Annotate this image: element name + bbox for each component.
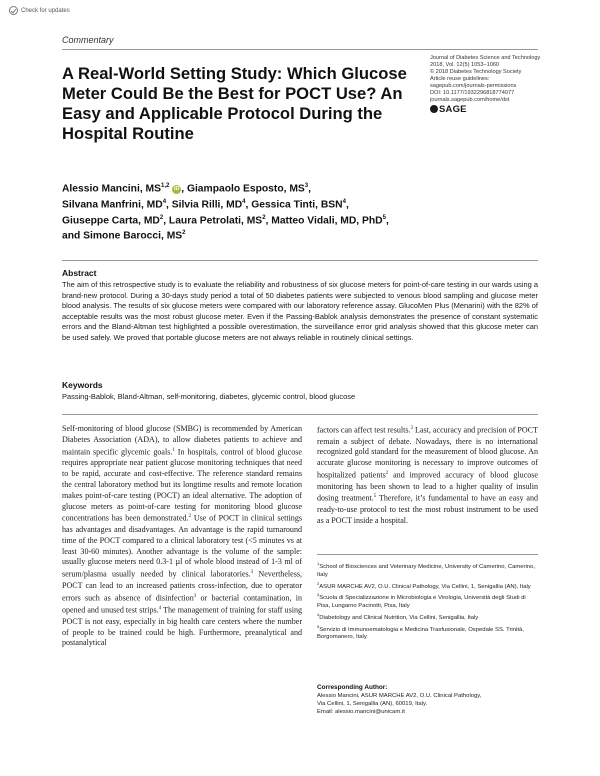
journal-info (430, 55, 550, 113)
reuse-guidelines-label: Article reuse guidelines: (430, 76, 490, 82)
check-updates-icon (9, 6, 18, 15)
affiliation-text: Scuola di Specializzazione in Microbiologia e Virologia, Università degli Studi di Pisa, Lungarno Pacinotti, Pisa, Italy (317, 595, 526, 610)
reference-marker[interactable]: 4 (158, 606, 162, 612)
reuse-guidelines-link[interactable]: sagepub.com/journals-permissions (430, 83, 517, 89)
reference-marker[interactable]: 2 (188, 514, 192, 520)
affiliation-text: ASUR MARCHE AV2, O.U. Clinical Pathology, Via Cellini, 1, Senigallia (AN), Italy (319, 583, 531, 590)
body-text: factors can affect test results. (317, 425, 411, 435)
author-name: , Silvia Rilli, MD (166, 199, 243, 211)
author-name: Alessio Mancini, MS (62, 183, 161, 195)
author-affiliation-ref: 2 (182, 230, 186, 237)
journal-home-link[interactable]: journals.sagepub.com/home/dst (430, 97, 510, 103)
corresponding-author-heading: Corresponding Author: (317, 684, 388, 691)
affiliation-marker: 5 (317, 623, 320, 629)
header-divider (62, 49, 538, 50)
author-affiliation-ref: 4 (242, 198, 246, 205)
article-title: A Real-World Setting Study: Which Glucose Meter Could Be the Best for POCT Use? An Easy and Applicable Protocol During the Hospital Routine (62, 64, 407, 143)
affiliation-item (317, 560, 538, 580)
body-text: The management of training for staff using POCT is not easy, especially in big health care centers where the number of people to be trained could be high. Furthermore, preanalytical and postanalytical (62, 605, 302, 648)
body-text: Therefore, it’s fundamental to have an easy and ready-to-use protocol to test the most robust instrument to be used as a POCT inside a hospital. (317, 494, 538, 525)
abstract-text: The aim of this retrospective study is to evaluate the reliability and robustness of six glucose meters for point-of-care testing in our wards using a brand-new protocol. During a 30-days study period a total of 50 diabetes patients were subjected to venous blood sampling and glucose meter blood analysis. The results of six glucose meters were compared with our laboratory reference assay. GlucoMen Plus (Menarini) with the 82% of acceptable results was the most robust glucose meter. Even if the Passing-Bablok analysis demonstrates the presence of constant systematic errors and the Bland-Altman test highlighted a possible overestimation, the surveillance error grid analysis showed that this glucose meter can be used safely. We proved that portable glucose meters are not always reliable in routinely clinical settings. (62, 280, 538, 342)
affiliation-marker: 2 (317, 580, 320, 586)
author-affiliation-ref: 2 (159, 214, 164, 221)
body-text: Use of POCT in clinical settings has advantages and disadvantages. An advantage is the rapid turnaround time of the POCT compared to a clinical laboratory test (<5 minutes vs at least 30-60 minutes). Another advantage is the volume of the sample: usually glucose meters need 0.3-1 µl of whole blood instead of 1-3 ml of serum/plasma usually needed by clinical laboratories. (62, 514, 302, 579)
orcid-icon[interactable]: iD (173, 186, 180, 193)
affiliation-text: School of Biosciences and Veterinary Medicine, University of Camerino, Camerino, Italy (317, 563, 535, 578)
affiliation-marker: 4 (317, 611, 320, 617)
reference-marker[interactable]: 1 (172, 447, 175, 453)
author-affiliation-ref: 4 (162, 198, 167, 205)
affiliation-text: Servizio di Immunoematologia e Medicina Trasfusionale, Ospedale SS. Trinità, Borgomanero, Italy (317, 626, 524, 641)
abstract-heading: Abstract (62, 268, 97, 278)
author-name: and Simone Barocci, MS (62, 230, 183, 242)
body-text: Self-monitoring of blood glucose (SMBG) is recommended by American Diabetes Association (ADA), to allow diabetes patients to achieve and maintain specific glycemic goals. (62, 424, 302, 457)
corresponding-author-details (317, 693, 538, 716)
author-name: , Giampaolo Esposto, MS (181, 183, 305, 195)
keywords-text: Passing-Bablok, Bland-Altman, self-monitoring, diabetes, glycemic control, blood glucose (62, 392, 356, 401)
journal-name: Journal of Diabetes Science and Technology (430, 55, 541, 61)
body-column-left (62, 424, 302, 649)
journal-volume: 2018, Vol. 12(5) 1053–1060 (430, 62, 500, 68)
author-name: , Matteo Vidali, MD, PhD (265, 215, 383, 227)
author-list (62, 180, 442, 243)
publisher-logo-text: SAGE (439, 103, 467, 115)
footnote-divider (317, 554, 538, 555)
affiliation-item (317, 611, 538, 623)
affiliations (317, 560, 538, 642)
abstract-divider (62, 260, 538, 261)
reference-marker[interactable]: 3 (410, 426, 414, 431)
affiliation-item (317, 623, 538, 643)
body-text: Last, accuracy and precision of POCT remain a subject of debate. Nowadays, there is no international recognized gold standard for the measurement of blood glucose. An accurate glucose monitoring is necessary to improve outcomes of hospitalized patients (317, 425, 538, 480)
sage-logo-icon (430, 105, 438, 113)
author-affiliation-ref: 5 (382, 214, 386, 221)
author-separator: , (385, 215, 389, 227)
author-name: , Gessica Tinti, BSN (245, 199, 343, 211)
badge-label: Check for updates (21, 7, 70, 14)
corresponding-author-email[interactable]: Email: alessio.mancini@unicam.it (317, 708, 405, 715)
affiliation-text: Diabetology and Clinical Nutrition, Via Cellini, Senigallia, Italy (319, 614, 479, 621)
keywords-heading: Keywords (62, 380, 103, 390)
affiliation-item (317, 580, 538, 592)
author-name: Giuseppe Carta, MD (62, 215, 160, 227)
section-label: Commentary (62, 35, 114, 45)
affiliation-marker: 1 (317, 561, 320, 566)
body-text: and improved accuracy of blood glucose monitoring has been shown to lead to a higher quality of insulin dosing treatment. (317, 470, 538, 504)
check-for-updates-badge[interactable] (9, 6, 70, 15)
reference-marker[interactable]: 5 (373, 494, 377, 500)
author-name: Silvana Manfrini, MD (62, 199, 163, 211)
body-text: Nevertheless, POCT can lead to an increased patients cross-infection, due to operator errors such as absence of disinfection (62, 569, 302, 603)
affiliation-item (317, 591, 538, 611)
corresponding-author-address: Via Cellini, 1, Senigallia (AN), 60019, Italy. (317, 700, 428, 707)
reference-marker[interactable]: 3 (250, 570, 254, 576)
reference-marker[interactable]: 3 (193, 593, 197, 599)
author-affiliation-ref: 4 (342, 198, 346, 205)
body-text: In hospitals, control of blood glucose requires appropriate near patient glucose monitoring techniques that need to be rapid, accurate and cost-effective. The reference standard remains the central laboratory method but its longtime results and remote location makes point-of-care testing (POCT) an ideal alternative. The adoption of glucose meters as point-of-care testing for monitoring blood glucose concentrations has been demonstrated. (62, 447, 303, 524)
author-separator: , (308, 183, 312, 195)
body-divider (62, 414, 538, 415)
author-name: , Laura Petrolati, MS (163, 215, 263, 227)
doi[interactable]: DOI: 10.1177/1932296818774077 (430, 90, 515, 96)
journal-copyright: © 2018 Diabetes Technology Society (430, 69, 522, 75)
corresponding-author-name: Alessio Mancini, ASUR MARCHE AV2, O.U. Clinical Pathology, (317, 693, 482, 699)
body-text: or bacterial contamination, in opened and unused test strips. (62, 593, 302, 615)
reference-marker[interactable]: 2 (385, 471, 389, 477)
author-affiliation-ref: 1,2 (161, 183, 170, 189)
publisher-logo (430, 105, 550, 113)
affiliation-marker: 3 (317, 592, 320, 598)
author-affiliation-ref: 2 (262, 214, 266, 221)
author-separator: , (345, 199, 349, 211)
body-column-right (317, 424, 538, 527)
author-affiliation-ref: 3 (304, 183, 309, 189)
